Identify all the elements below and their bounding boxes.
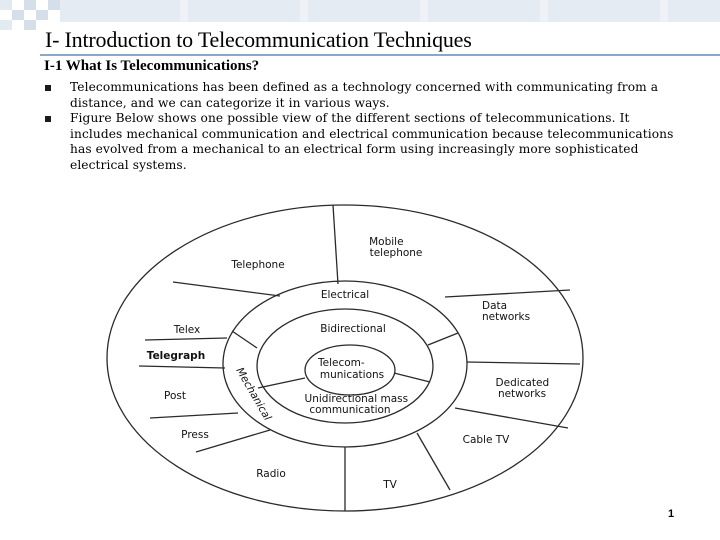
segment-divider bbox=[333, 205, 338, 284]
electrical-label: Electrical bbox=[320, 289, 370, 301]
bullet-text: Figure Below shows one possible view of the different sections of telecommunications. It includes mechanical communication and electrical communication because telecommunications has evolved from a mechanical to an electrical form using increasingly more sophisticated electrical systems. bbox=[70, 111, 674, 172]
post-label: Post bbox=[164, 390, 186, 402]
segment-divider bbox=[150, 413, 238, 418]
radio-label: Radio bbox=[256, 468, 286, 480]
ring-divider bbox=[258, 378, 305, 388]
ring-divider bbox=[232, 331, 257, 348]
page-number: 1 bbox=[668, 508, 675, 520]
bullet-text: Telecommunications has been defined as a technology concerned with communicating from a distance, and we can categorize it in various ways. bbox=[70, 80, 659, 110]
mechanical-label: Mechanical bbox=[233, 365, 274, 423]
unidirectional-label: Unidirectional mass communication bbox=[304, 393, 409, 416]
mobile-telephone-label: Mobile telephone bbox=[369, 236, 423, 259]
ring-divider bbox=[394, 373, 430, 382]
segment-divider bbox=[445, 290, 570, 297]
bidirectional-label: Bidirectional bbox=[320, 323, 386, 335]
page-title: I- Introduction to Telecommunication Techniques bbox=[45, 27, 472, 52]
dedicated-networks-label: Dedicated networks bbox=[495, 377, 550, 400]
center-label: Telecom- munications bbox=[317, 357, 385, 381]
segment-divider bbox=[145, 338, 227, 340]
telegraph-label: Telegraph bbox=[146, 350, 206, 362]
segment-divider bbox=[455, 408, 568, 428]
section-subtitle: I-1 What Is Telecommunications? bbox=[44, 58, 260, 74]
segment-divider bbox=[467, 362, 580, 364]
segment-divider bbox=[417, 433, 450, 490]
telephone-label: Telephone bbox=[231, 259, 285, 271]
telex-label: Telex bbox=[173, 324, 201, 336]
segment-divider bbox=[139, 366, 225, 368]
segment-divider bbox=[173, 282, 280, 296]
press-label: Press bbox=[181, 429, 209, 441]
tv-label: TV bbox=[383, 479, 397, 491]
data-networks-label: Data networks bbox=[482, 300, 531, 323]
cable-tv-label: Cable TV bbox=[462, 434, 510, 446]
ring-divider bbox=[428, 333, 458, 345]
